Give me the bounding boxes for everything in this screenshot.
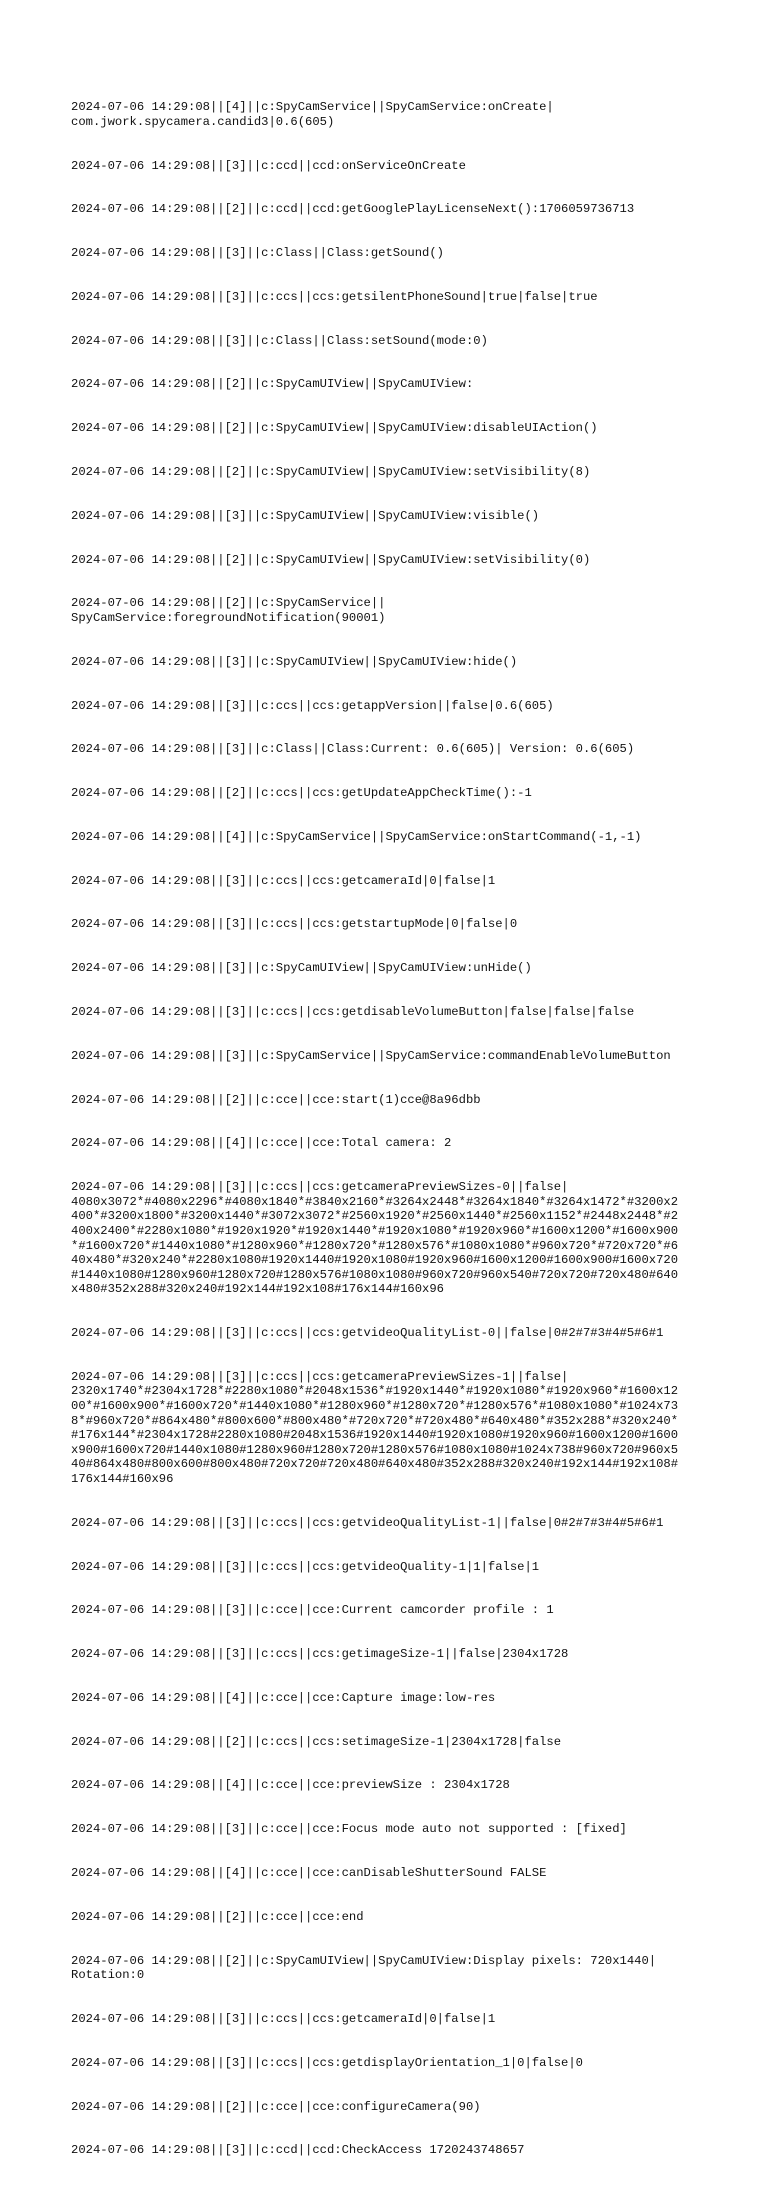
log-line: 2024-07-06 14:29:08||[3]||c:SpyCamUIView||SpyCamUIView:visible() <box>71 508 540 523</box>
log-line: 2024-07-06 14:29:08||[3]||c:Class||Class:setSound(mode:0) <box>71 333 488 348</box>
log-line: 2024-07-06 14:29:08||[2]||c:SpyCamService|| SpyCamService:foregroundNotification(90001) <box>71 596 386 625</box>
log-line: 2024-07-06 14:29:08||[3]||c:ccs||ccs:getvideoQualityList-1||false|0#2#7#3#4#5#6#1 <box>71 1515 664 1530</box>
log-line: 2024-07-06 14:29:08||[3]||c:ccs||ccs:getvideoQualityList-0||false|0#2#7#3#4#5#6#1 <box>71 1326 664 1341</box>
log-line: 2024-07-06 14:29:08||[2]||c:SpyCamUIView||SpyCamUIView:setVisibility(8) <box>71 465 591 480</box>
log-line: 2024-07-06 14:29:08||[2]||c:SpyCamUIView||SpyCamUIView:Display pixels: 720x1440| Rotation:0 <box>71 1953 657 1983</box>
log-line: 2024-07-06 14:29:08||[4]||c:cce||cce:Capture image:low-res <box>71 1690 496 1705</box>
log-line: 2024-07-06 14:29:08||[3]||c:ccs||ccs:getdisableVolumeButton|false|false|false <box>71 1005 635 1019</box>
log-line: 2024-07-06 14:29:08||[4]||c:cce||cce:Total camera: 2 <box>71 1136 452 1151</box>
log-line: 2024-07-06 14:29:08||[3]||c:ccs||ccs:getcameraId|0|false|1 <box>71 2011 496 2026</box>
log-line: 2024-07-06 14:29:08||[4]||c:SpyCamService||SpyCamService:onStartCommand(-1,-1) <box>71 829 642 844</box>
log-line: 2024-07-06 14:29:08||[3]||c:ccs||ccs:getimageSize-1||false|2304x1728 <box>71 1647 569 1662</box>
log-line: 2024-07-06 14:29:08||[3]||c:cce||cce:Current camcorder profile : 1 <box>71 1603 554 1618</box>
log-line: 2024-07-06 14:29:08||[2]||c:ccs||ccs:setimageSize-1|2304x1728|false <box>71 1734 562 1749</box>
log-line: 2024-07-06 14:29:08||[2]||c:ccd||ccd:getGooglePlayLicenseNext():1706059736713 <box>71 202 635 217</box>
log-line: 2024-07-06 14:29:08||[3]||c:Class||Class:getSound() <box>71 246 444 261</box>
log-line: 2024-07-06 14:29:08||[3]||c:ccs||ccs:getstartupMode|0|false|0 <box>71 917 518 932</box>
log-line: 2024-07-06 14:29:08||[2]||c:ccs||ccs:getUpdateAppCheckTime():-1 <box>71 786 532 801</box>
log-line: 2024-07-06 14:29:08||[3]||c:SpyCamUIView||SpyCamUIView:unHide() <box>71 961 532 976</box>
log-line: 2024-07-06 14:29:08||[2]||c:SpyCamUIView||SpyCamUIView: <box>71 377 474 392</box>
log-line: 2024-07-06 14:29:08||[3]||c:ccs||ccs:getsilentPhoneSound|true|false|true <box>71 289 598 304</box>
log-line: 2024-07-06 14:29:08||[3]||c:ccs||ccs:getcameraPreviewSizes-1||false| 2320x1740*#2304x1728*#2280x1080*#2048x1536*#1920x1440*#1920x1080*#1920x960*#1600x12 00*#1600x900*#1600x720*#1440x1080*#1280x960*#1280x720*#1280x576*#1080x1080*#1024x73 8*#960x720*#864x480*#800x600*#800x480*#720x720*#720x480*#640x480*#352x288*#320x240* #176x144*#2304x1728#2280x1080#2048x1536#1920x1440#1920x1080#1920x960#1600x1200#1600 x900#1600x720#1440x1080#1280x960#1280x720#1280x576#1080x1080#1024x738#960x720#960x5 40#864x480#800x600#800x480#720x720#720x480#640x480#352x288#320x240#192x144#192x108# 176x144#160x96 <box>71 1369 679 1486</box>
log-line: 2024-07-06 14:29:08||[4]||c:cce||cce:canDisableShutterSound FALSE <box>71 1866 547 1881</box>
log-line: 2024-07-06 14:29:08||[3]||c:SpyCamUIView||SpyCamUIView:hide() <box>71 654 518 669</box>
log-line: 2024-07-06 14:29:08||[2]||c:cce||cce:end <box>71 1909 364 1924</box>
log-line: 2024-07-06 14:29:08||[3]||c:ccd||ccd:onServiceOnCreate <box>71 158 466 173</box>
log-line: 2024-07-06 14:29:08||[2]||c:cce||cce:start(1)cce@8a96dbb <box>71 1092 481 1107</box>
log-line: 2024-07-06 14:29:08||[4]||c:SpyCamService||SpyCamService:onCreate| com.jwork.spycamera.candid3|0.6(605) <box>71 100 554 129</box>
log-line: 2024-07-06 14:29:08||[4]||c:cce||cce:previewSize : 2304x1728 <box>71 1778 510 1793</box>
log-view <box>71 71 703 2202</box>
log-line: 2024-07-06 14:29:08||[3]||c:ccs||ccs:getdisplayOrientation_1|0|false|0 <box>71 2055 583 2070</box>
log-line: 2024-07-06 14:29:08||[3]||c:ccs||ccs:getcameraId|0|false|1 <box>71 873 496 888</box>
log-line: 2024-07-06 14:29:08||[3]||c:cce||cce:Focus mode auto not supported : [fixed] <box>71 1822 627 1837</box>
log-line: 2024-07-06 14:29:08||[2]||c:SpyCamUIView||SpyCamUIView:setVisibility(0) <box>71 552 591 567</box>
log-line: 2024-07-06 14:29:08||[3]||c:ccd||ccd:CheckAccess 1720243748657 <box>71 2143 525 2158</box>
log-line: 2024-07-06 14:29:08||[2]||c:cce||cce:configureCamera(90) <box>71 2099 481 2114</box>
log-line: 2024-07-06 14:29:08||[3]||c:ccs||ccs:getappVersion||false|0.6(605) <box>71 698 554 713</box>
log-line: 2024-07-06 14:29:08||[2]||c:SpyCamUIView||SpyCamUIView:disableUIAction() <box>71 421 598 436</box>
log-line: 2024-07-06 14:29:08||[3]||c:ccs||ccs:getcameraPreviewSizes-0||false| 4080x3072*#4080x2296*#4080x1840*#3840x2160*#3264x2448*#3264x1840*#3264x1472*#3200x2 400*#3200x1800*#3200x1440*#3072x3072*#2560x1920*#2560x1440*#2560x1152*#2448x2448*#2 400x2400*#2280x1080*#1920x1920*#1920x1440*#1920x1080*#1920x960*#1600x1200*#1600x900 *#1600x720*#1440x1080*#1280x960*#1280x720*#1280x576*#1080x1080*#960x720*#720x720*#6 40x480*#320x240*#2280x1080#1920x1440#1920x1080#1920x960#1600x1200#1600x900#1600x720 #1440x1080#1280x960#1280x720#1280x576#1080x1080#960x720#960x540#720x720#720x480#640 x480#352x288#320x240#192x144#192x108#176x144#160x96 <box>71 1180 679 1297</box>
log-line: 2024-07-06 14:29:08||[3]||c:Class||Class:Current: 0.6(605)| Version: 0.6(605) <box>71 742 635 757</box>
log-line: 2024-07-06 14:29:08||[3]||c:ccs||ccs:getvideoQuality-1|1|false|1 <box>71 1559 540 1574</box>
log-line: 2024-07-06 14:29:08||[3]||c:SpyCamService||SpyCamService:commandEnableVolumeButton <box>71 1048 671 1063</box>
